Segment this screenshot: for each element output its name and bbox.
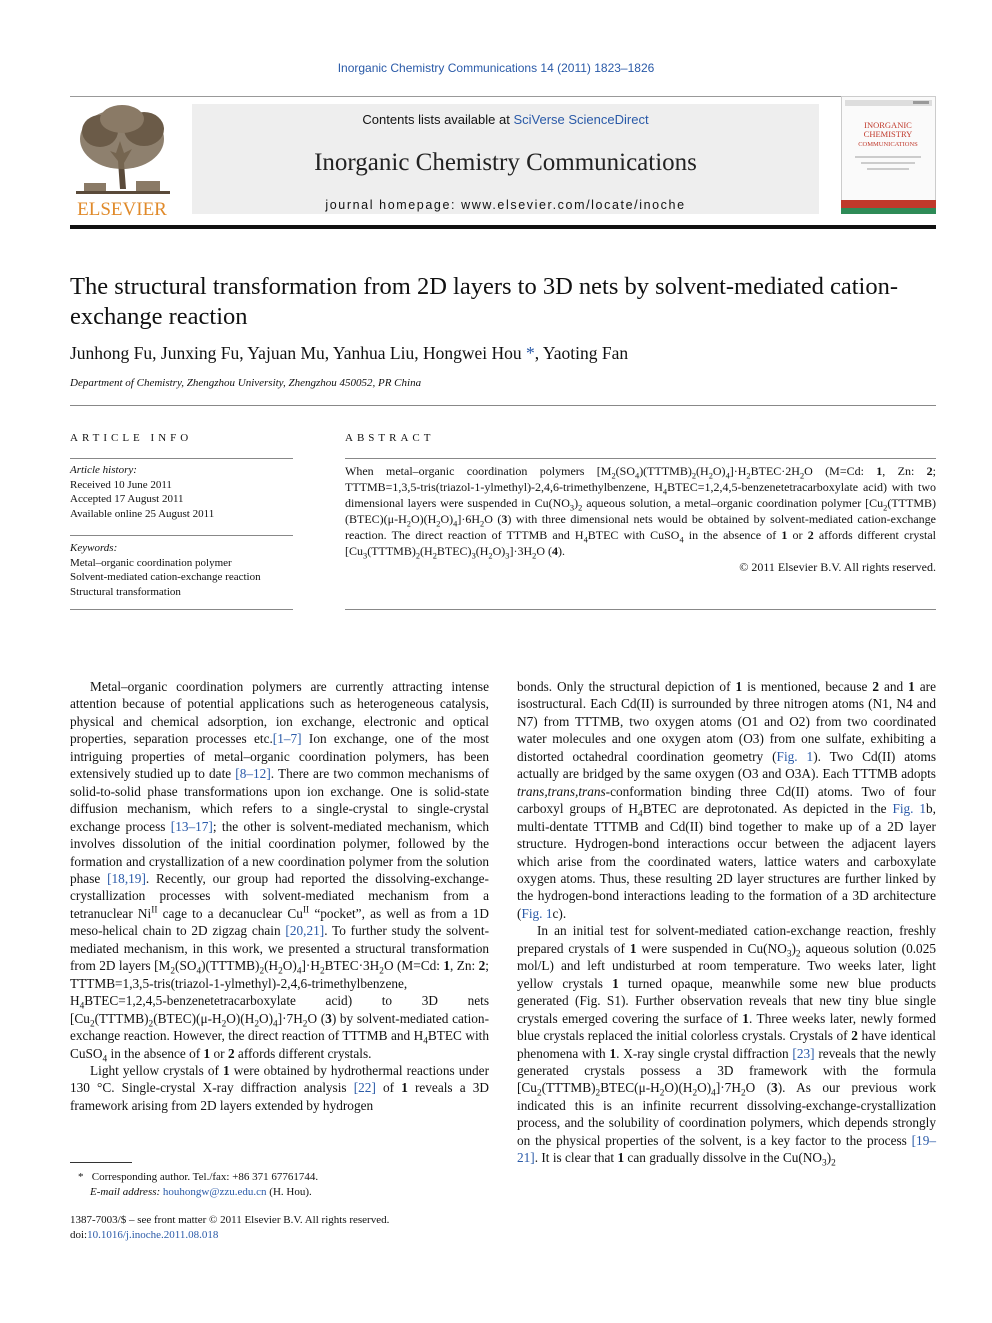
journal-masthead (192, 104, 819, 214)
keywords (70, 536, 293, 599)
divider (70, 609, 293, 610)
contents-availability (192, 112, 819, 127)
abstract-copyright: © 2011 Elsevier B.V. All rights reserved. (739, 560, 936, 574)
abstract-text (345, 463, 936, 575)
elsevier-tree-icon (70, 101, 175, 219)
issn-line: 1387-7003/$ – see front matter © 2011 Elsevier B.V. All rights reserved. (70, 1214, 390, 1226)
footnote-marker: * (78, 1171, 84, 1183)
authors-last: , Yaoting Fan (534, 343, 629, 363)
divider (345, 458, 936, 459)
elsevier-wordmark: ELSEVIER (77, 199, 167, 219)
journal-citation[interactable]: Inorganic Chemistry Communications 14 (2011) 1823–1826 (337, 61, 655, 75)
svg-text:COMMUNICATIONS: COMMUNICATIONS (858, 141, 918, 148)
keyword-item: Structural transformation (70, 585, 181, 598)
fig-link[interactable]: Fig. 1 (776, 748, 814, 764)
divider (345, 609, 936, 610)
header-top-rule (70, 96, 936, 97)
header-bottom-rule (70, 225, 936, 229)
footnote-corresponding (70, 1170, 489, 1185)
abstract-body: When metal–organic coordination polymers $[M_2(SO_4)(TTTMB)_2(H_2O)_4]\cdot H_2BTEC\cdot 2H_2O$ (M=Cd: 1, Zn: 2; TTTMB=1,3,5-tris(triazol-1-ylmethyl)-2,4,6-trimethylbenzene, $H_4BTEC=1,2,4,5$-benzenetetracarboxylate acid) with two dimensional layers were suspended in $Cu(NO_3)_2$ aqueous solution, a metal–organic coordination polymer $[Cu_2(TTTMB)(BTEC)(\mu-H_2O)(H_2O)_4]\cdot 6H_2O$ (3) with three dimensional nets would be obtained by solvent-mediated cation-exchange reaction. The direct reaction of TTTMB and $H_4BTEC$ with CuSO$_4$ in the absence of 1 or 2 affords different crystal $[Cu_3(TTTMB)_2(H_2BTEC)_3(H_2O)_3]\cdot 3H_2O$ (4). (345, 464, 937, 561)
article-info-heading: ARTICLE INFO (70, 432, 193, 444)
body-paragraph: Light yellow crystals of 1 were obtained by hydrothermal reactions under 130 °C. Single-crystal X-ray diffraction analysis [22] of 1 reveals a 3D framework arising from 2D layers extended by hydrogen (70, 1062, 489, 1113)
contents-prefix: Contents lists available at (362, 112, 514, 127)
email-link[interactable]: houhongw@zzu.edu.cn (162, 1186, 267, 1198)
ref-link[interactable]: [18,19] (107, 870, 146, 886)
affiliation: Department of Chemistry, Zhengzhou University, Zhengzhou 450052, PR China (70, 377, 422, 389)
doi-prefix: doi: (70, 1229, 88, 1241)
email-suffix: (H. Hou). (269, 1186, 312, 1198)
body-paragraph: Metal–organic coordination polymers are currently attracting intense attention because of potential applications such as heterogeneous catalysis, physical and chemical adsorption, ion exchange, electronic and optical properties, separation processes etc.[1–7] Ion exchange, one of the most intriguing properties of metal–organic coordination polymers, has been extensively studied up to date [8–12]. There are two common mechanisms of solid-to-solid phase transformations upon ion exchange. One is solid-state diffusion mechanism, which refers to a single-crystal to single-crystal exchange process [13–17]; the other is solvent-mediated mechanism, which involves dissolution of the initial coordination polymer, followed by the formation and crystallization of a new coordination polymer from the solution phase [18,19]. Recently, our group had reported the dissolving-exchange-crystallization processes with solvent-mediated mechanism from a tetranuclear $Ni^{II}$ cage to a decanuclear $Cu^{II}$ “pocket”, as well as from a 1D meso-helical chain to 2D zigzag chain [20,21]. To further study the solvent-mediated mechanism, in this work, we presented a structural transformation from 2D layers $[M_2(SO_4)(TTTMB)_2(H_2O)_4]\cdot H_2BTEC\cdot 3H_2O$ (M=Cd: 1, Zn: 2; TTTMB=1,3,5-tris(triazol-1-ylmethyl)-2,4,6-trimethylbenzene, $H_4BTEC=1,2,4,5$-benzenetetracarboxylate acid) to 3D nets $[Cu_2(TTTMB)_2(BTEC)(\mu-H_2O)(H_2O)_4]\cdot 7H_2O$ (3) by solvent-mediated cation-exchange reaction. However, the direct reaction of TTTMB and $H_4BTEC$ with CuSO$_4$ in the absence of 1 or 2 affords different crystals. (70, 679, 490, 1065)
issn-block (70, 1213, 490, 1243)
email-label: E-mail address: (90, 1186, 161, 1198)
abstract-heading: ABSTRACT (345, 432, 435, 444)
ref-link[interactable]: [8–12] (235, 766, 271, 782)
accepted-date: Accepted 17 August 2011 (70, 493, 184, 505)
divider (70, 405, 936, 406)
body-column-right (517, 678, 936, 1167)
ref-link[interactable]: [20,21] (285, 923, 325, 939)
author-list (70, 343, 930, 364)
body-column-left (70, 678, 489, 1114)
journal-cover-icon (841, 96, 936, 214)
footnote-rule (70, 1162, 132, 1163)
footnote-text: Corresponding author. Tel./fax: +86 371 67761744. (91, 1171, 319, 1183)
journal-cover-thumbnail[interactable] (841, 96, 936, 214)
ref-link[interactable]: [23] (792, 1045, 815, 1061)
ref-link[interactable]: [1–7] (272, 731, 302, 747)
online-date: Available online 25 August 2011 (70, 507, 215, 520)
divider (70, 458, 293, 459)
svg-text:INORGANIC: INORGANIC (864, 120, 912, 130)
authors-text: Junhong Fu, Junxing Fu, Yajuan Mu, Yanhua Liu, Hongwei Hou (70, 343, 522, 363)
fig-link[interactable]: Fig. 1 (521, 905, 553, 921)
received-date: Received 10 June 2011 (70, 478, 172, 491)
keyword-item: Solvent-mediated cation-exchange reaction (70, 571, 261, 583)
ref-link[interactable]: [13–17] (170, 818, 213, 834)
history-label: Article history: (70, 464, 137, 476)
doi-link[interactable]: 10.1016/j.inoche.2011.08.018 (87, 1229, 219, 1241)
body-paragraph: bonds. Only the structural depiction of 1 is mentioned, because 2 and 1 are isostructural. Each Cd(II) is surrounded by three nitrogen atoms (N1, N4 and N7) from TTTMB, two oxygen atoms (O1 and O2) from two coordinated water molecules and one oxygen atom (O3) from one sulfate, exhibiting a distorted octahedral coordination geometry (Fig. 1). Two Cd(II) atoms actually are bridged by the same oxygen (O3 and O3A). Each TTTMB adopts trans,trans,trans-conformation binding three Cd(II) atoms. Two of four carboxyl groups of $H_4BTEC$ are deprotonated. As depicted in the Fig. 1b, multi-dentate TTTMB and Cd(II) bind together to make up of a 2D layer structure. Hydrogen-bond interactions occur between the adjacent layers which arise from the coordinated waters, lattice waters and carboxylate oxygen atoms. Thus, these resulting 2D layer structures are further linked by the hydrogen-bond interactions leading to the formation of a 3D architecture (Fig. 1c). (517, 679, 937, 921)
fig-link[interactable]: Fig. 1 (892, 801, 927, 817)
svg-text:CHEMISTRY: CHEMISTRY (863, 129, 913, 139)
body-paragraph: In an initial test for solvent-mediated cation-exchange reaction, freshly prepared crystals of 1 were suspended in $Cu(NO_3)_2$ aqueous solution (0.025 mol/L) and left undisturbed at room temperature. Two weeks later, light yellow crystals 1 turned opaque, meanwhile some new blue products generated (Fig. S1). Further observation reveals that new tiny blue single crystals emerged covering the surface of 1. Three weeks later, newly formed blue crystals replaced the initial colorless crystals. Crystals of 2 have identical phenomena with 1. X-ray single crystal diffraction [23] reveals that the newly generated crystals possess a 3D framework with the formula $[Cu_2(TTTMB)_2BTEC(\mu-H_2O)(H_2O)_4]\cdot 7H_2O$ (3). As our previous work indicated this is an infinite recurrent dissolving-exchange-crystallization process, and the solubility of coordination polymers, which depends strongly on the physical properties of the solvent, is a key factor to the process [19–21]. It is clear that 1 can gradually dissolve in the $Cu(NO_3)_2$ (517, 923, 937, 1169)
ref-link[interactable]: [19–21] (517, 1132, 936, 1166)
article-title: The structural transformation from 2D layers to 3D nets by solvent-mediated cation-exchange reaction (70, 273, 898, 330)
keyword-item: Metal–organic coordination polymer (70, 556, 232, 569)
elsevier-logo[interactable] (70, 101, 175, 219)
journal-title: Inorganic Chemistry Communications (314, 149, 697, 176)
keywords-label: Keywords: (70, 542, 118, 554)
corresponding-author-link[interactable]: * (526, 343, 535, 363)
doi-line (70, 1228, 490, 1243)
footnote-email (70, 1185, 489, 1200)
sciencedirect-link[interactable]: SciVerse ScienceDirect (513, 112, 649, 127)
footnote (70, 1170, 489, 1200)
journal-homepage[interactable]: journal homepage: www.elsevier.com/locate/inoche (325, 198, 686, 212)
journal-header (70, 96, 936, 229)
article-history (70, 463, 293, 521)
ref-link[interactable]: [22] (353, 1080, 376, 1096)
